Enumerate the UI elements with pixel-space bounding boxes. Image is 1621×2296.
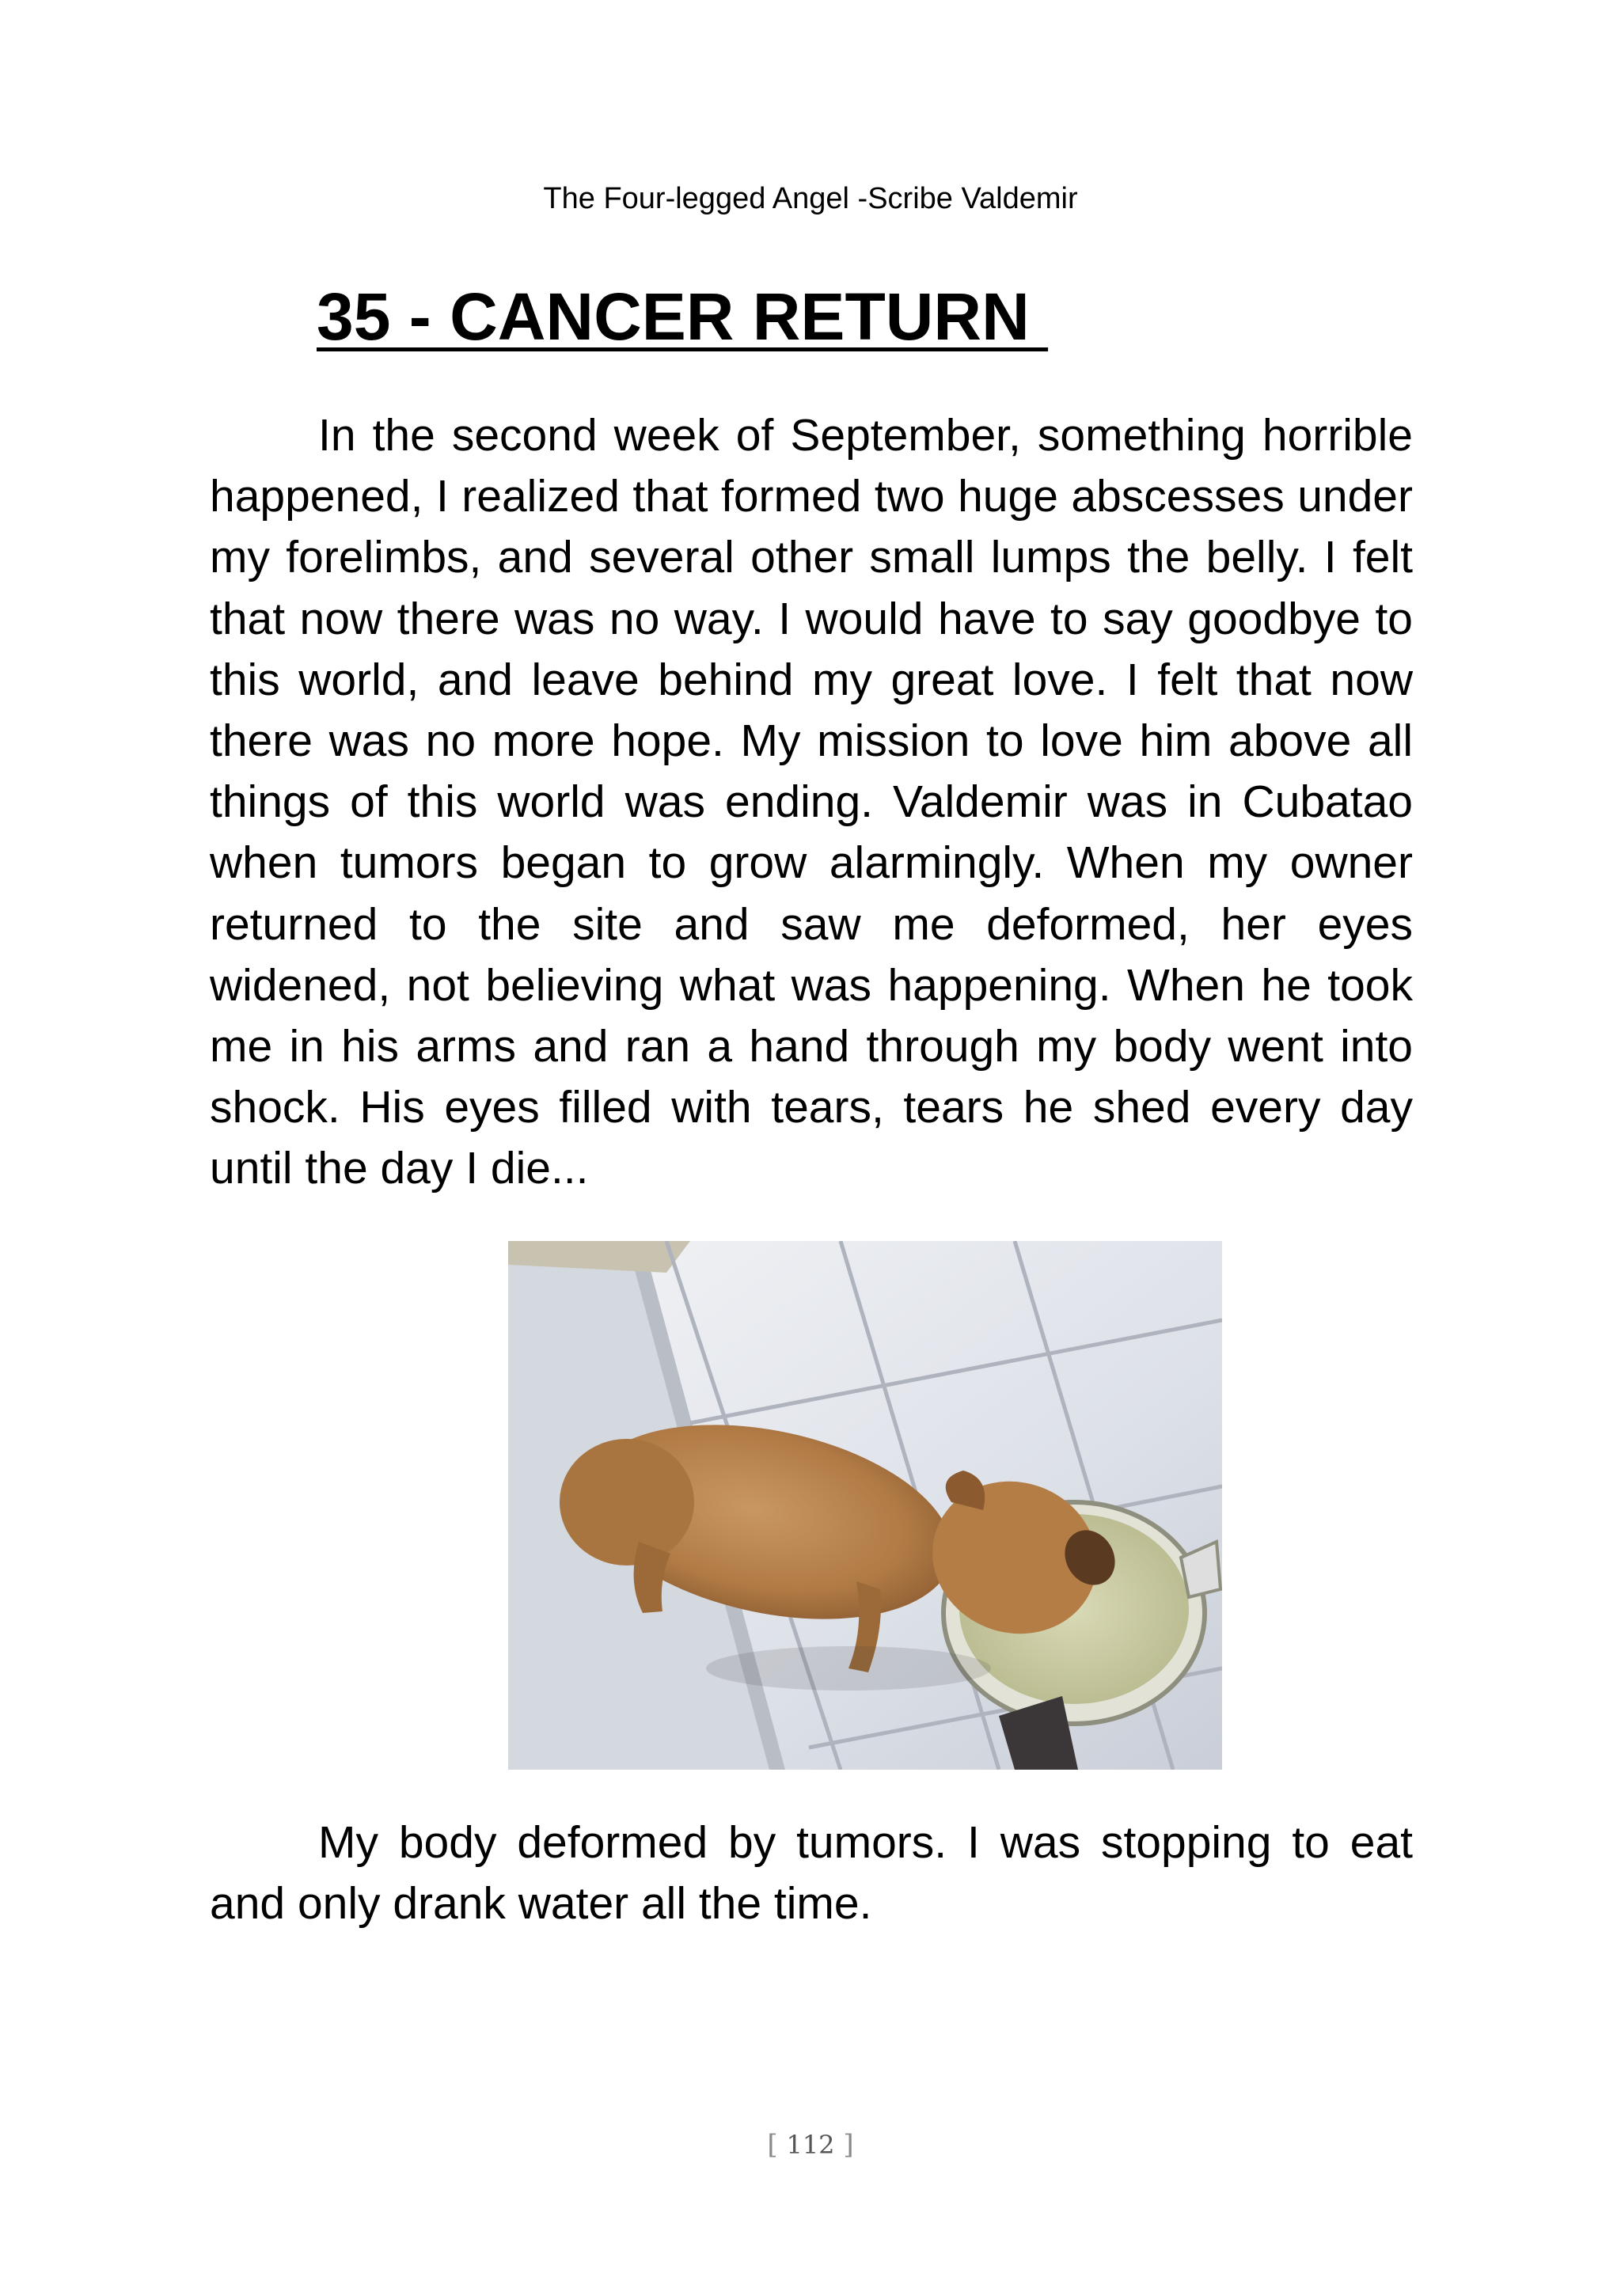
chapter-title: 35 - CANCER RETURN: [317, 279, 1049, 354]
bracket-close: ]: [843, 2129, 854, 2161]
running-header: The Four-legged Angel -Scribe Valdemir: [543, 182, 1078, 215]
photo-caption-paragraph: My body deformed by tumors. I was stopping to eat and only drank water all the time.: [210, 1817, 1413, 1930]
dog-drinking-photo: [508, 1241, 1222, 1770]
bracket-open: [: [767, 2129, 778, 2161]
dog-drinking-illustration: [508, 1241, 1222, 1770]
body-paragraph: In the second week of September, something horrible happened, I realized that formed two huge abscesses under my forelimbs, and several other small lumps the belly. I felt that now there was no way. I would have to say goodbye to this world, and leave behind my great love. I felt that now there was no more hope. My mission to love him above all things of this world was ending. Valdemir was in Cubatao when tumors began to grow alarmingly. When my owner returned to the site and saw me deformed, her eyes widened, not believing what was happening. When he took me in his arms and ran a hand through my body went into shock. His eyes filled with tears, tears he shed every day until the day I die...: [210, 410, 1413, 1194]
page-number: [0, 2127, 1621, 2162]
page-number-value: 112: [786, 2130, 835, 2160]
